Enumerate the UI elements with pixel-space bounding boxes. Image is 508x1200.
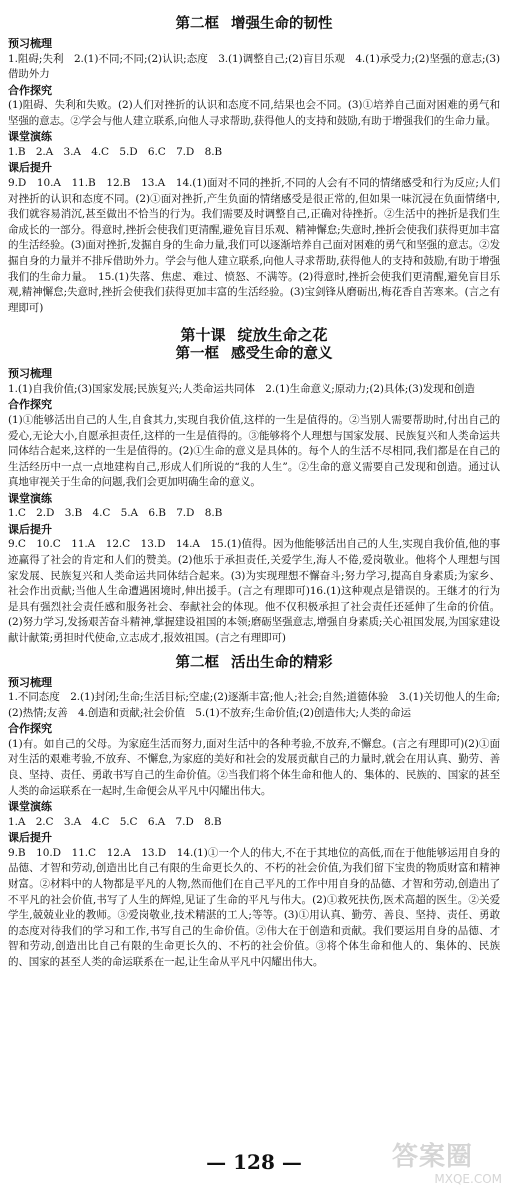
heading-cooperate: 合作探究 (8, 83, 52, 97)
cooperate-answers: (1)阻碍、失利和失败。(2)人们对挫折的认识和态度不同,结果也会不同。(3)①培养自己面对困难的勇气和坚强的意志。②学会与他人建立联系,向他人寻求帮助,获得他人的支持和鼓励,有助于增强我们的生命力量。 (8, 99, 500, 127)
classroom-answers: 1.A 2.C 3.A 4.C 5.C 6.A 7.D 8.B (8, 815, 222, 828)
heading-preview: 预习梳理 (8, 37, 52, 50)
cooperate-answers: (1)有。如自己的父母。为家庭生活而努力,面对生活中的各种考验,不放弃,不懈怠。(言之有理即可)(2)①面对生活的艰难考验,不放弃、不懈怠,为家庭的美好和社会的发展贡献自己的力量时,就会在用认真、勤劳、善良、坚持、责任、勇敢书写自己的生命价值。②当我们将个体生命和他人的、集体的、民族的、国家的甚至人类的命运联系在一起时,生命便会从平凡中闪耀出伟大。 (8, 737, 500, 797)
heading-cooperate: 合作探究 (8, 398, 52, 412)
after-class-answers: 9.D 10.A 11.B 12.B 13.A 14.(1)面对不同的挫折,不同的人会有不同的情绪感受和行为反应;人们对挫折的认识和态度不同。(2)①面对挫折,产生负面的情绪感受是很正常的,但如果一味沉浸在负面情绪中,我们就容易消沉,甚至做出不恰当的行为。我们需要及时调整自己,正确对待挫折。②生活中的挫折是我们生命成长的一部分。得意时,挫折会使我们更清醒,避免盲目乐观、精神懈怠;失意时,挫折会使我们获得更加丰富的生活经验。(3)面对挫折,发掘自身的生命力量,我们可以逐渐培养自己面对困难的勇气和坚强的意志。②发掘自身的力量并不排斥借助外力。学会与他人建立联系,向他人寻求帮助,获得他人的支持和鼓励,有助于增强我们的生命力量。 15.(1)失落、焦虑、难过、愤怒、不满等。(2)得意时,挫折会使我们更清醒,避免盲目乐观,精神懈怠;失意时,挫折会使我们获得更加丰富的生活经验。(3)宝剑锋从磨砺出,梅花香自苦寒来。(言之有理即可) (8, 176, 500, 314)
frame-label: 第二框 (175, 654, 219, 671)
section-title (8, 653, 500, 673)
heading-cooperate: 合作探究 (8, 722, 52, 736)
lesson-title (8, 326, 500, 344)
classroom-answers: 1.C 2.D 3.B 4.C 5.A 6.B 7.D 8.B (8, 507, 223, 520)
section-2 (8, 326, 500, 646)
after-class-answers: 9.B 10.D 11.C 12.A 13.D 14.(1)①一个人的伟大,不在于其地位的高低,而在于他能够运用自身的品德、才智和劳动,创造出比自己有限的生命更长久的、不朽的社会价值,为我们留下宝贵的物质财富和精神财富。②材料中的人物都是平凡的人物,然而他们在自己平凡的工作中用自身的品德、才智和劳动,创造出了不平凡的社会价值,书写了人生的辉煌,见证了生命的平凡与伟大。(2)①救死扶伤,医术高超的医生。②关爱学生,兢兢业业的教师。③爱岗敬业,技术精湛的工人;等等。(3)①用认真、勤劳、善良、坚持、责任、勇敢的态度对待我们的学习和工作,书写自己的生命价值。②伟大在于创造和贡献。我们要运用自身的品德、才智和劳动,创造出比自己有限的生命更长久的、不朽的社会价值。③将个体生命和他人的、集体的、民族的、国家的甚至人类的命运联系在一起,让生命从平凡中闪耀出伟大。 (8, 846, 500, 968)
section-3 (8, 653, 500, 971)
frame-label: 第二框 (175, 16, 219, 32)
frame-name: 感受生命的意义 (231, 346, 333, 363)
classroom-answers: 1.B 2.A 3.A 4.C 5.D 6.C 7.D 8.B (8, 145, 223, 158)
heading-classroom: 课堂演练 (8, 800, 52, 814)
watermark-logo (392, 1142, 502, 1196)
heading-preview: 预习梳理 (8, 675, 52, 689)
heading-classroom: 课堂演练 (8, 491, 52, 505)
preview-answers: 1.不同态度 2.(1)封闭;生命;生活目标;空虚;(2)逐渐丰富;他人;社会;自然;道德体验 3.(1)关切他人的生命;(2)热情;友善 4.创造和贡献;社会价值 5.(1)不放弃;生命价值;(2)创造伟大;人类的命运 (8, 691, 500, 719)
watermark-text: 答案圈 (392, 1142, 474, 1172)
frame-name: 增强生命的韧性 (231, 16, 333, 32)
frame-name: 活出生命的精彩 (231, 654, 333, 671)
section-title (8, 14, 500, 34)
heading-preview: 预习梳理 (8, 367, 52, 381)
section-1 (8, 14, 500, 316)
lesson-name: 绽放生命之花 (237, 326, 328, 345)
lesson-label: 第十课 (180, 326, 226, 345)
after-class-answers: 9.C 10.C 11.A 12.C 13.D 14.A 15.(1)值得。因为他能够活出自己的人生,实现自我价值,他的事迹赢得了社会的肯定和人们的赞美。(2)他乐于承担责任,关爱学生,海人不倦,爱岗敬业。他将个人理想与国家发展、民族复兴和人类命运共同体结合起来。(3)为实现理想不懈奋斗;努力学习,提高自身素质;为家乡、社会作出贡献;当他人生命遭遇困境时,伸出援手。(言之有理即可)16.(1)这种观点是错误的。王继才的行为是具有强烈社会责任感和服务社会、奉献社会的体现。他不仅积极承担了社会责任还延伸了生命的价值。(2)努力学习,发扬艰苦奋斗精神,掌握建设祖国的本领;磨砺坚强意志,增强自身素质;关心祖国发展,为国家建设献计献策;勇担时代使命,立志成才,报效祖国。(言之有理即可) (8, 538, 500, 645)
heading-after-class: 课后提升 (8, 831, 52, 845)
watermark-url: MXQE.COM (434, 1172, 502, 1186)
heading-after-class: 课后提升 (8, 161, 52, 175)
heading-after-class: 课后提升 (8, 522, 52, 536)
preview-answers: 1.阻碍;失利 2.(1)不同;不同;(2)认识;态度 3.(1)调整自己;(2)盲目乐观 4.(1)承受力;(2)坚强的意志;(3)借助外力 (8, 52, 500, 81)
page-number: — 128 — (206, 1150, 302, 1174)
heading-classroom: 课堂演练 (8, 130, 52, 144)
section-title (8, 344, 500, 364)
preview-answers: 1.(1)自我价值;(3)国家发展;民族复兴;人类命运共同体 2.(1)生命意义;原动力;(2)具体;(3)发现和创造 (8, 382, 475, 395)
frame-label: 第一框 (175, 346, 219, 363)
cooperate-answers: (1)①能够活出自己的人生,自食其力,实现自我价值,这样的一生是值得的。②当别人需要帮助时,付出自己的爱心,无论大小,自愿承担责任,这样的一生是值得的。③能够将个人理想与国家发展、民族复兴和人类命运共同体结合起来,这样的一生是值得的。(2)①生命的意义是具体的。每个人的生活不尽相同,我们都是在自己的生活经历中一点一点地建构自己,形成人们所说的“我的人生”。②生命的意义需要自己发现和创造。通过认真地审视关于生命的问题,我们会更加明确生命的意义。 (8, 413, 500, 489)
